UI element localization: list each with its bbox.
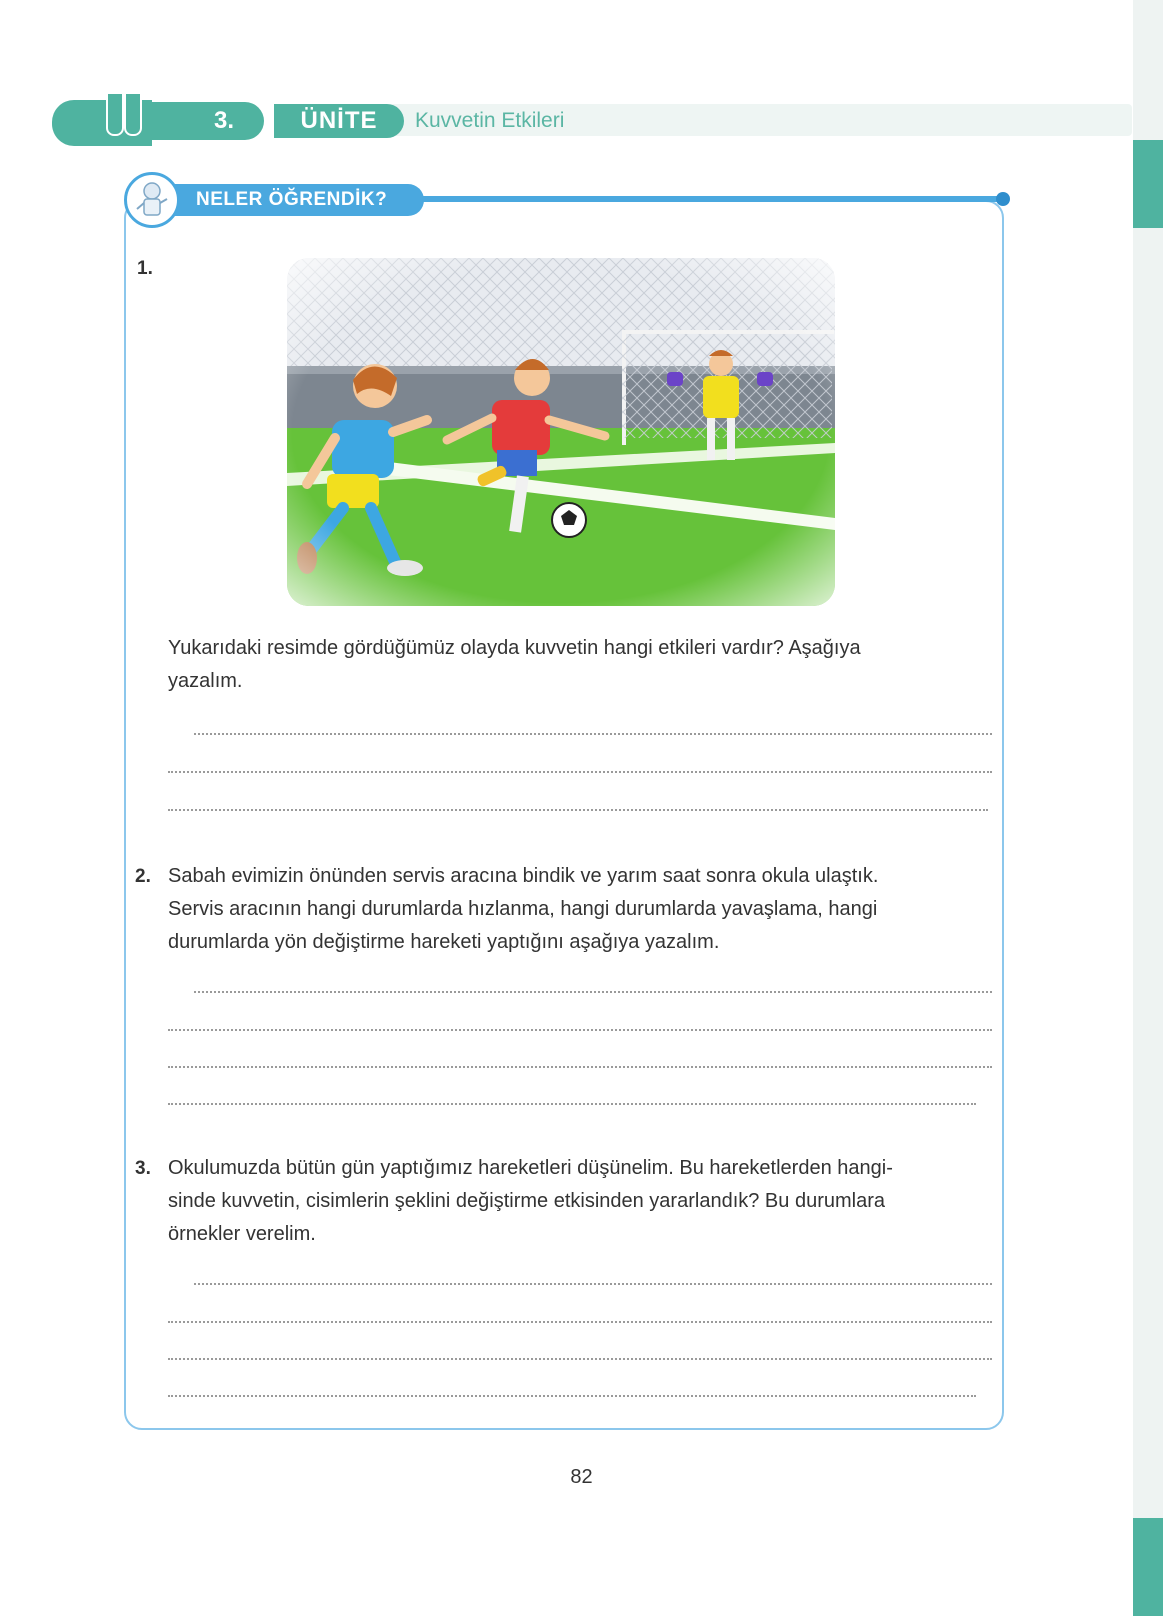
answer-line[interactable] (168, 1395, 976, 1397)
question-3-text (168, 1152, 994, 1251)
answer-line[interactable] (194, 733, 992, 735)
unit-subtitle: Kuvvetin Etkileri (415, 109, 565, 132)
question-2-line-1: Sabah evimizin önünden servis aracına bindik ve yarım saat sonra okula ulaştık. (168, 865, 879, 887)
answer-line[interactable] (168, 1103, 976, 1105)
unit-header (52, 100, 1132, 142)
question-3-line-2: sinde kuvvetin, cisimlerin şeklini değiştirme etkisinden yararlandık? Bu durumlara (168, 1190, 885, 1212)
question-3-line-3: örnekler verelim. (168, 1223, 316, 1245)
answer-line[interactable] (194, 1283, 992, 1285)
edge-tab-top (1133, 140, 1163, 228)
section-header (124, 172, 1024, 226)
answer-line[interactable] (168, 1358, 992, 1360)
question-2-line-2: Servis aracının hangi durumlarda hızlanma, hangi durumlarda yavaşlama, hangi (168, 898, 878, 920)
question-1-line-2: yazalım. (168, 670, 243, 692)
section-title: NELER ÖĞRENDİK? (164, 184, 424, 216)
question-1-number: 1. (137, 258, 153, 279)
question-2-text (168, 860, 994, 959)
answer-line[interactable] (168, 771, 992, 773)
test-tubes-icon (52, 100, 152, 146)
answer-line[interactable] (168, 1029, 992, 1031)
soccer-game-illustration (287, 258, 835, 606)
answer-line[interactable] (168, 809, 988, 811)
section-header-line (414, 196, 1004, 202)
answer-line[interactable] (194, 991, 992, 993)
scientist-mascot-icon (124, 172, 180, 228)
section-header-dot (996, 192, 1010, 206)
question-1-text (168, 632, 994, 698)
question-2-number: 2. (135, 866, 151, 887)
unit-label: ÜNİTE (274, 104, 404, 138)
page-number: 82 (570, 1466, 593, 1488)
question-2-line-3: durumlarda yön değiştirme hareketi yaptığını aşağıya yazalım. (168, 931, 720, 953)
answer-line[interactable] (168, 1066, 992, 1068)
answer-line[interactable] (168, 1321, 992, 1323)
question-1-line-1: Yukarıdaki resimde gördüğümüz olayda kuvvetin hangi etkileri vardır? Aşağıya (168, 637, 861, 659)
question-3-line-1: Okulumuzda bütün gün yaptığımız hareketleri düşünelim. Bu hareketlerden hangi- (168, 1157, 893, 1179)
page-edge-strip (1133, 0, 1163, 1616)
edge-tab-bottom (1133, 1518, 1163, 1616)
unit-number: 3. (144, 102, 264, 140)
question-3-number: 3. (135, 1158, 151, 1179)
